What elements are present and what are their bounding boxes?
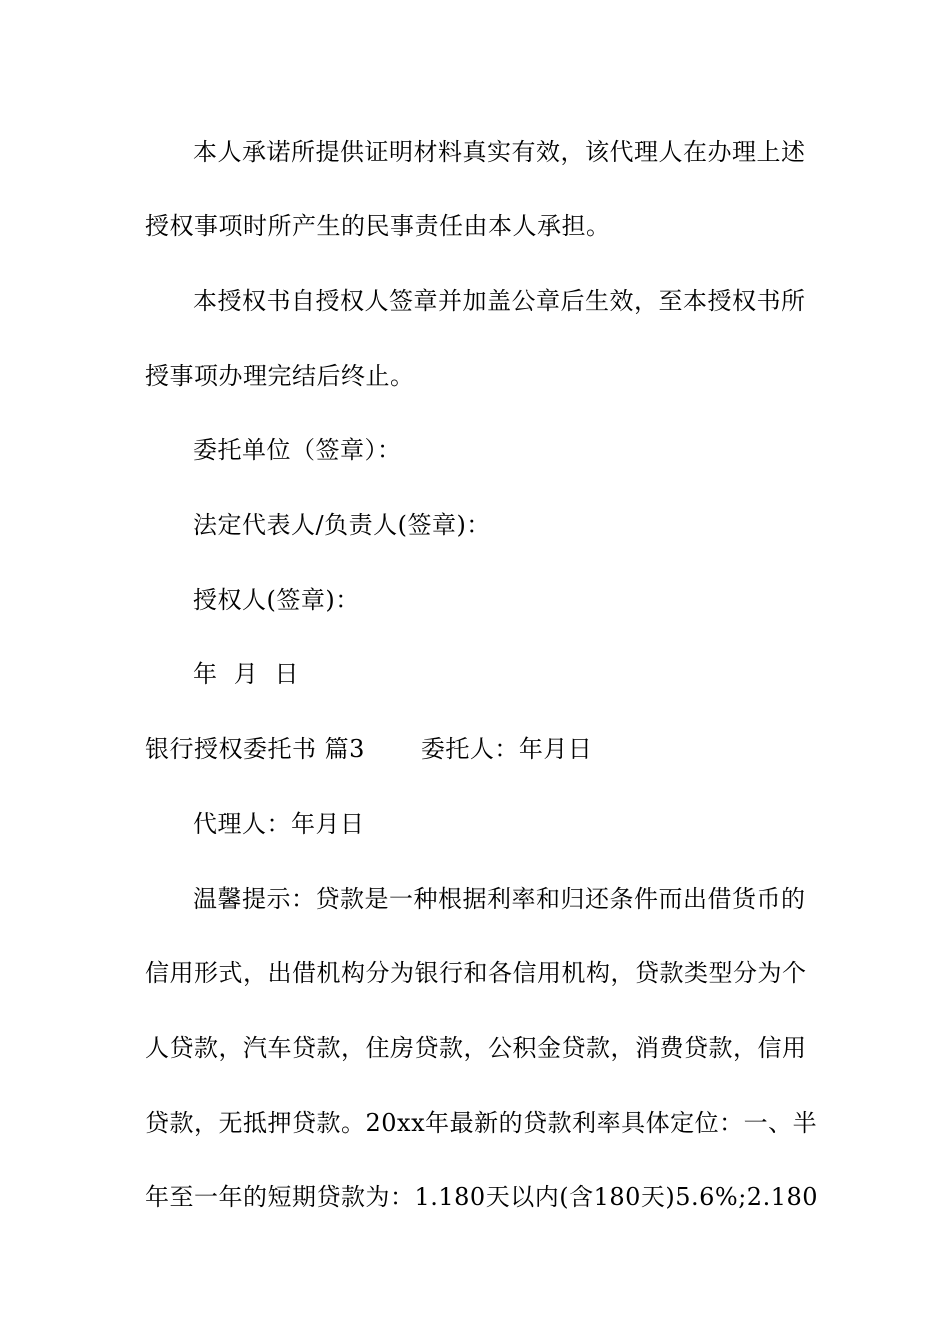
agent-date-field: 代理人：年月日 [193, 810, 365, 838]
section-heading-line [145, 733, 825, 765]
paragraph-line: 贷款，无抵押贷款。20xx年最新的贷款利率具体定位：一、半 [145, 1109, 818, 1137]
paragraph-line: 授事项办理完结后终止。 [145, 362, 415, 390]
paragraph-line: 年至一年的短期贷款为：1.180天以内(含180天)5.6%;2.180 [145, 1183, 819, 1211]
paragraph-line: 本授权书自授权人签章并加盖公章后生效，至本授权书所 [193, 287, 806, 315]
paragraph-line: 人贷款，汽车贷款，住房贷款，公积金贷款，消费贷款，信用 [145, 1034, 807, 1062]
signature-field-entrusting-unit: 委托单位（签章）： [193, 436, 402, 464]
paragraph-line: 本人承诺所提供证明材料真实有效，该代理人在办理上述 [193, 138, 806, 166]
signature-field-authorizer: 授权人(签章)： [193, 586, 360, 614]
paragraph-line: 温馨提示：贷款是一种根据利率和归还条件而出借货币的 [193, 885, 806, 913]
date-field: 年 月 日 [193, 660, 300, 688]
paragraph-line: 授权事项时所产生的民事责任由本人承担。 [145, 212, 611, 240]
signature-field-legal-representative: 法定代表人/负责人(签章)： [193, 511, 491, 539]
principal-date-field: 委托人：年月日 [420, 735, 593, 763]
paragraph-line: 信用形式，出借机构分为银行和各信用机构，贷款类型分为个 [145, 959, 807, 987]
section-title: 银行授权委托书 篇3 [145, 735, 365, 763]
